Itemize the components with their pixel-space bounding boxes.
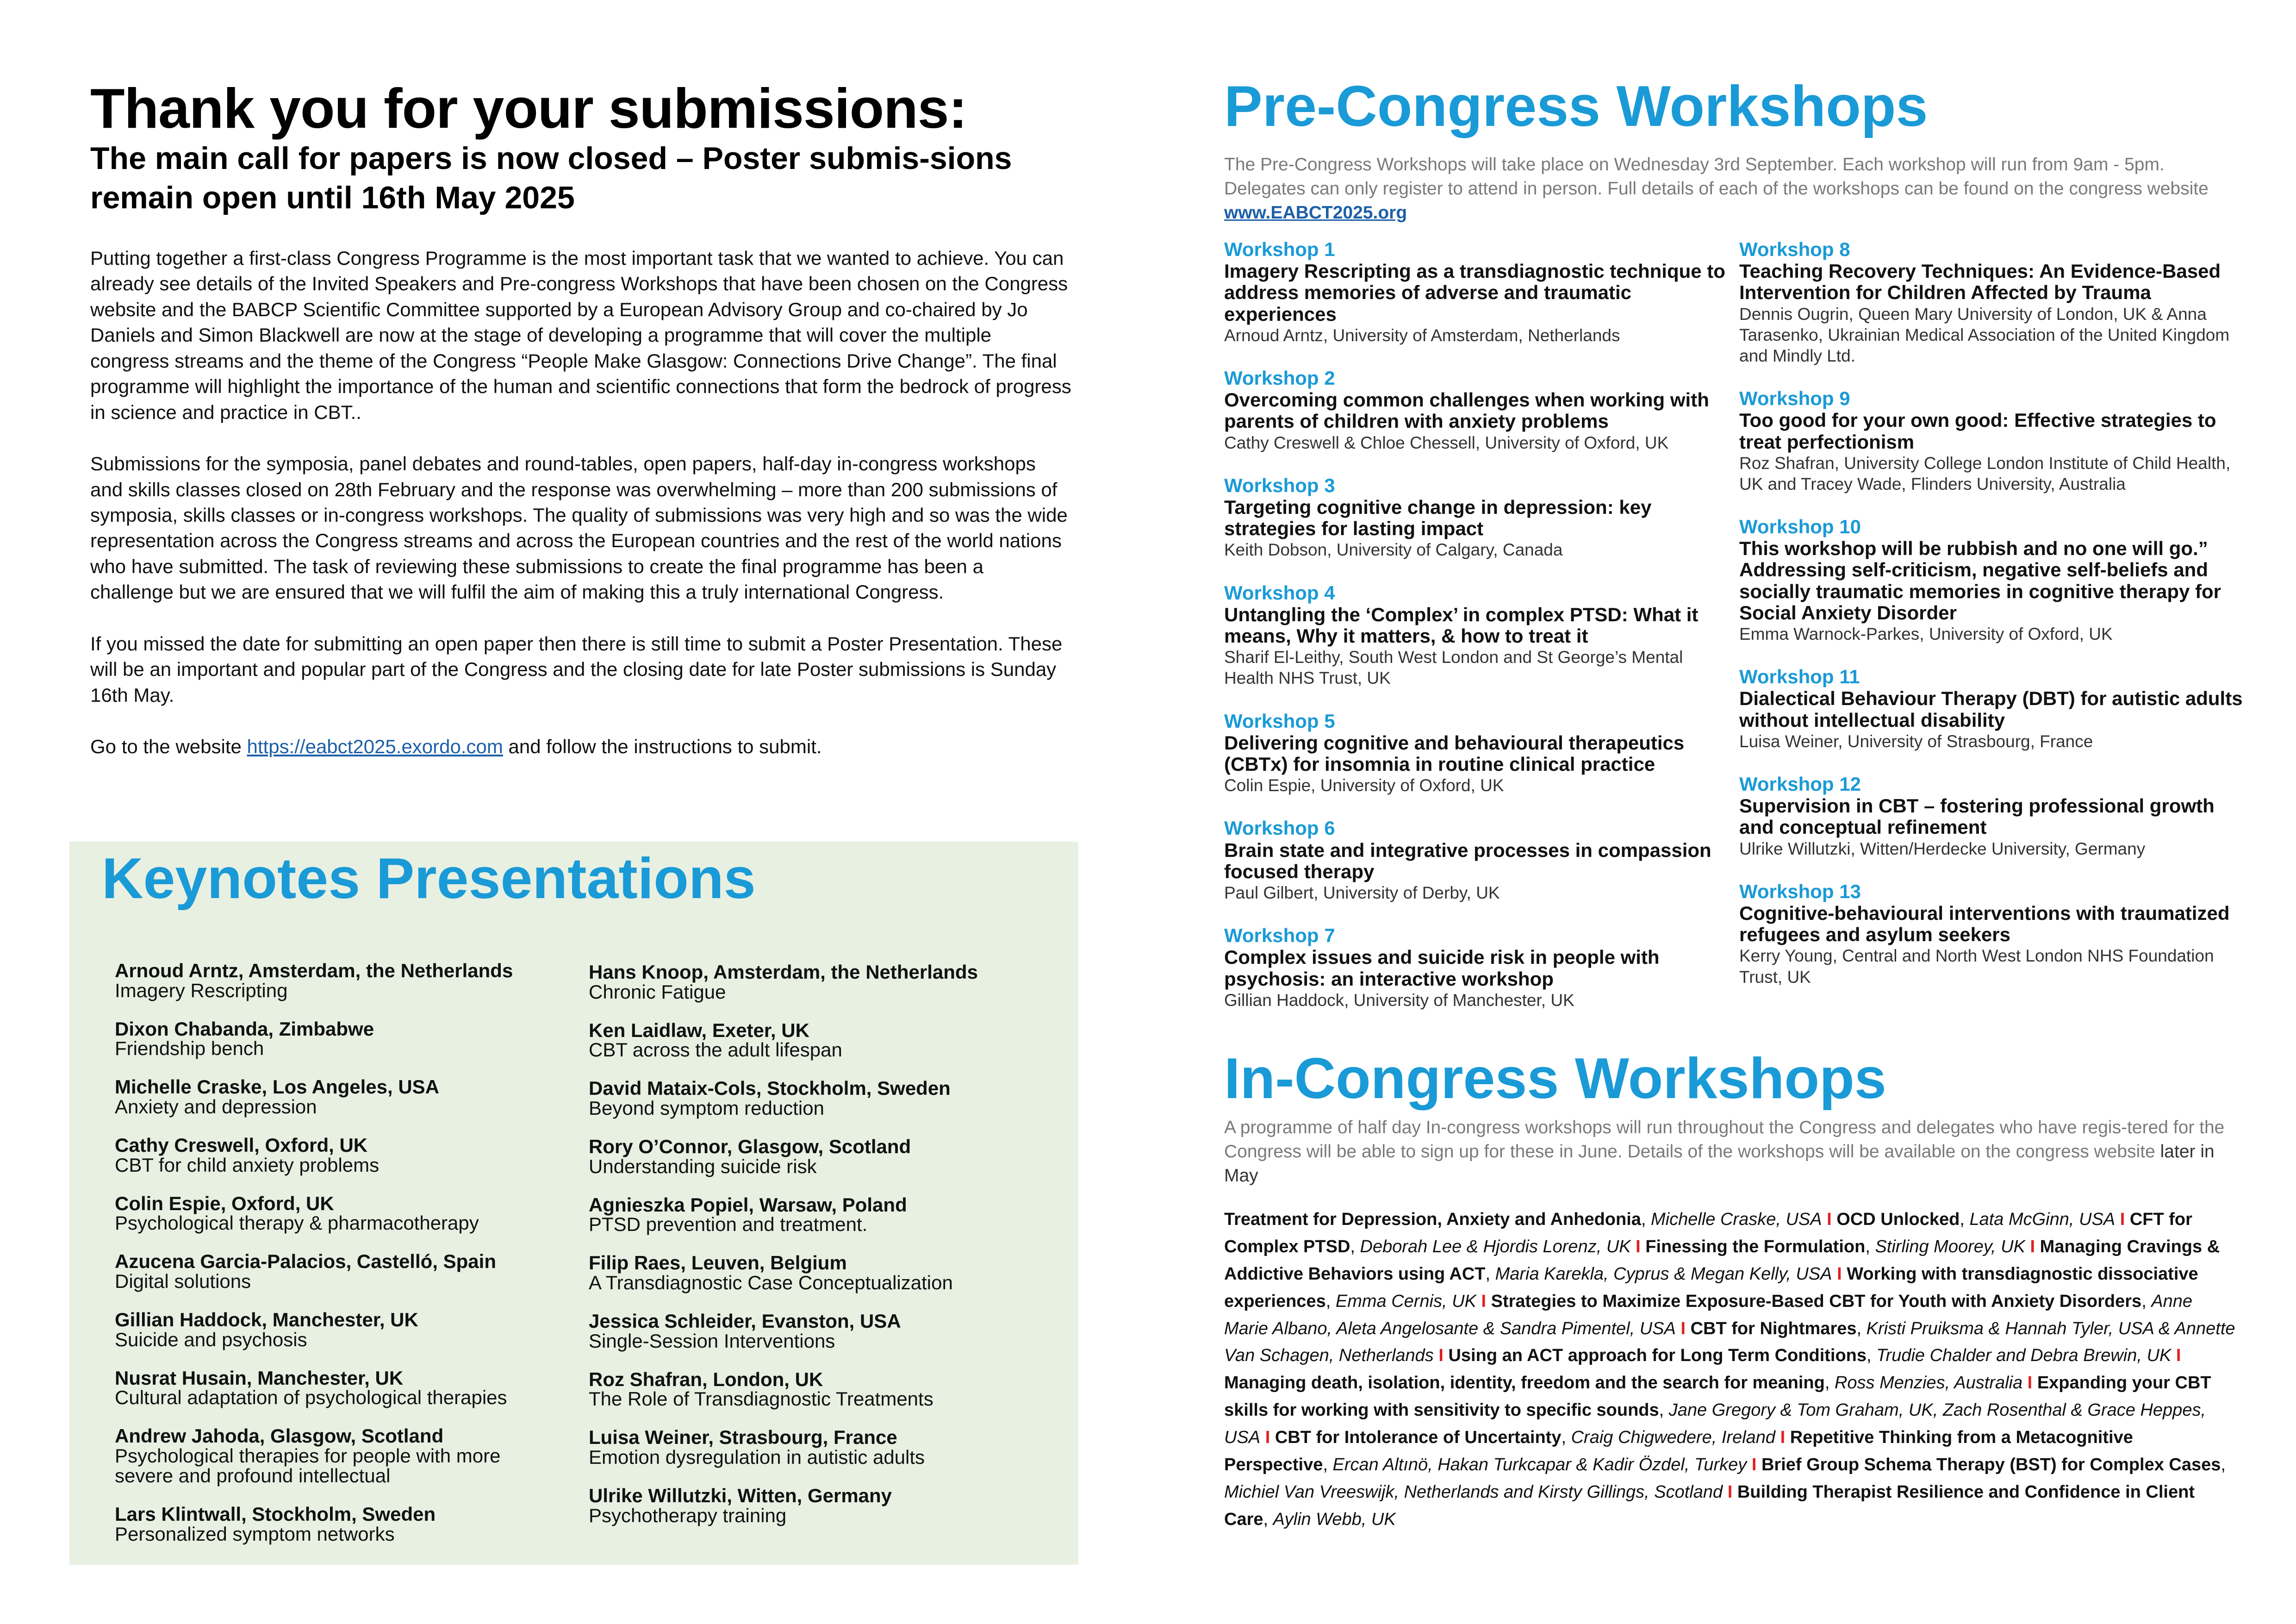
keynote-speaker: Luisa Weiner, Strasbourg, France: [589, 1426, 897, 1449]
incongress-workshop-title: Managing death, isolation, identity, freedom and the search for meaning: [1224, 1373, 1825, 1393]
incongress-workshop-presenters: Stirling Moorey, UK: [1875, 1237, 2025, 1256]
workshop-number: Workshop 1: [1224, 238, 1335, 260]
keynote-topic: A Transdiagnostic Case Conceptualization: [589, 1272, 953, 1294]
paragraph-4: [90, 734, 1071, 759]
incongress-intro-tail: later in May: [1224, 1141, 2215, 1186]
incongress-workshop-title: CFT for Complex PTSD: [1224, 1210, 2192, 1256]
paragraph-3: If you missed the date for submitting an open paper then there is still time to submit a Poster Presentation. These will be an important and popular part of the Congress and the closing date for late Poster submissions is Sunday 16th May.: [90, 632, 1063, 706]
separator-bar: I: [1822, 1210, 1837, 1229]
comma-separator: ,: [1865, 1237, 1875, 1256]
incongress-workshop-presenters: Deborah Lee & Hjordis Lorenz, UK: [1360, 1237, 1631, 1256]
comma-separator: ,: [1856, 1318, 1867, 1338]
incongress-workshop-presenters: Kristi Pruiksma & Hannah Tyler, USA & Annette Van Schagen, Netherlands: [1224, 1318, 2235, 1366]
comma-separator: ,: [2141, 1291, 2152, 1311]
workshop-item: [1739, 387, 2248, 494]
workshop-number: Workshop 9: [1739, 387, 1850, 410]
workshop-title: Overcoming common challenges when working with parents of children with anxiety problems: [1224, 389, 1709, 432]
incongress-title: In-Congress Workshops: [1224, 1047, 1886, 1111]
workshop-title: Targeting cognitive change in depression: key strategies for lasting impact: [1224, 496, 1652, 540]
keynote-topic: Imagery Rescripting: [115, 979, 288, 1001]
keynote-speaker: Rory O’Connor, Glasgow, Scotland: [589, 1135, 911, 1157]
workshop-number: Workshop 2: [1224, 367, 1335, 389]
keynote-speaker: Colin Espie, Oxford, UK: [115, 1192, 334, 1214]
incongress-workshop-presenters: Michelle Craske, USA: [1651, 1210, 1822, 1229]
incongress-workshop-title: CBT for Nightmares: [1690, 1318, 1857, 1338]
workshop-title: Teaching Recovery Techniques: An Evidence-Based Intervention for Children Affected by Trauma: [1739, 260, 2221, 304]
workshop-number: Workshop 6: [1224, 817, 1335, 839]
workshop-presenter: Keith Dobson, University of Calgary, Canada: [1224, 540, 1563, 560]
keynote-item: [589, 1195, 1033, 1235]
incongress-intro: [1224, 1116, 2233, 1188]
keynote-speaker: Nusrat Husain, Manchester, UK: [115, 1367, 404, 1389]
workshop-item: [1739, 881, 2248, 987]
keynote-item: [115, 1077, 559, 1117]
comma-separator: ,: [2221, 1455, 2226, 1475]
keynote-speaker: Roz Shafran, London, UK: [589, 1368, 823, 1390]
page-heading: Thank you for your submissions:: [90, 77, 967, 140]
keynote-item: [589, 1079, 1033, 1118]
workshop-title: Cognitive-behavioural interventions with traumatized refugees and asylum seekers: [1739, 902, 2230, 946]
workshop-item: [1739, 773, 2248, 859]
workshop-presenter: Luisa Weiner, University of Strasbourg, France: [1739, 731, 2093, 751]
incongress-workshop-presenters: Lata McGinn, USA: [1969, 1210, 2116, 1229]
workshop-title: Dialectical Behaviour Therapy (DBT) for autistic adults without intellectual disability: [1739, 687, 2243, 731]
workshop-title: Complex issues and suicide risk in people with psychosis: an interactive workshop: [1224, 946, 1660, 990]
workshop-number: Workshop 5: [1224, 710, 1335, 732]
workshop-item: [1224, 238, 1729, 346]
separator-bar: I: [2115, 1210, 2130, 1229]
workshop-title: Brain state and integrative processes in compassion focused therapy: [1224, 839, 1711, 882]
workshop-number: Workshop 13: [1739, 880, 1861, 902]
workshop-presenter: Paul Gilbert, University of Derby, UK: [1224, 883, 1500, 902]
incongress-workshop-presenters: Trudie Chalder and Debra Brewin, UK: [1876, 1346, 2172, 1366]
comma-separator: ,: [1561, 1428, 1571, 1448]
keynote-speaker: Jessica Schleider, Evanston, USA: [589, 1310, 901, 1332]
keynote-item: [115, 1368, 559, 1408]
keynote-speaker: Cathy Creswell, Oxford, UK: [115, 1134, 368, 1156]
keynote-item: [115, 1505, 559, 1544]
workshop-item: [1224, 817, 1729, 903]
separator-bar: I: [1630, 1237, 1646, 1256]
workshop-title: Supervision in CBT – fostering professional growth and conceptual refinement: [1739, 795, 2215, 838]
keynote-speaker: Gillian Haddock, Manchester, UK: [115, 1308, 418, 1330]
incongress-workshop-presenters: Jane Gregory & Tom Graham, UK, Zach Rosenthal & Grace Heppes, USA: [1224, 1400, 2206, 1448]
keynote-item: [115, 1194, 559, 1234]
incongress-workshop-title: Managing Cravings & Addictive Behaviors using ACT: [1224, 1237, 2220, 1284]
keynote-speaker: Michelle Craske, Los Angeles, USA: [115, 1076, 440, 1098]
comma-separator: ,: [1485, 1264, 1495, 1284]
incongress-workshop-title: Strategies to Maximize Exposure-Based CBT for Youth with Anxiety Disorders: [1491, 1291, 2142, 1311]
keynotes-column-1: [115, 961, 559, 1562]
workshop-presenter: Sharif El-Leithy, South West London and St George’s Mental Health NHS Trust, UK: [1224, 648, 1683, 688]
keynote-item: [115, 1252, 559, 1292]
workshop-item: [1224, 582, 1729, 689]
workshop-presenter: Gillian Haddock, University of Manchester, UK: [1224, 990, 1574, 1010]
keynote-topic: PTSD prevention and treatment.: [589, 1213, 868, 1236]
keynote-topic: Single-Session Interventions: [589, 1330, 835, 1352]
comma-separator: ,: [1867, 1346, 1877, 1366]
incongress-workshop-title: OCD Unlocked: [1836, 1210, 1960, 1229]
comma-separator: ,: [1960, 1210, 1970, 1229]
keynote-topic: The Role of Transdiagnostic Treatments: [589, 1388, 933, 1410]
separator-bar: I: [1832, 1264, 1847, 1284]
keynote-topic: Psychological therapies for people with more severe and profound intellectual: [115, 1445, 501, 1487]
keynote-speaker: Dixon Chabanda, Zimbabwe: [115, 1018, 374, 1040]
keynote-topic: Anxiety and depression: [115, 1096, 317, 1118]
precongress-column-2: [1739, 238, 2248, 1009]
comma-separator: ,: [1659, 1400, 1669, 1420]
separator-bar: I: [1260, 1428, 1275, 1448]
keynote-speaker: Azucena Garcia-Palacios, Castelló, Spain: [115, 1250, 496, 1273]
keynote-topic: Chronic Fatigue: [589, 981, 726, 1003]
keynote-topic: Psychotherapy training: [589, 1504, 787, 1526]
keynote-speaker: Filip Raes, Leuven, Belgium: [589, 1252, 847, 1274]
keynote-item: [589, 962, 1033, 1002]
keynote-item: [589, 1428, 1033, 1468]
precongress-intro-text: The Pre-Congress Workshops will take place on Wednesday 3rd September. Each workshop will run from 9am - 5pm. Delegates can only register to attend in person. Full details of each of the workshops can be found on the congress website: [1224, 155, 2209, 199]
keynote-topic: Friendship bench: [115, 1037, 264, 1060]
workshop-presenter: Emma Warnock-Parkes, University of Oxford, UK: [1739, 625, 2113, 644]
workshop-presenter: Cathy Creswell & Chloe Chessell, University of Oxford, UK: [1224, 433, 1669, 452]
keynote-item: [115, 1310, 559, 1350]
workshop-item: [1224, 924, 1729, 1011]
congress-website-link[interactable]: www.EABCT2025.org: [1224, 202, 1407, 223]
keynote-speaker: Ulrike Willutzki, Witten, Germany: [589, 1484, 892, 1506]
keynote-speaker: David Mataix-Cols, Stockholm, Sweden: [589, 1077, 951, 1099]
separator-bar: I: [1775, 1428, 1790, 1448]
keynote-speaker: Andrew Jahoda, Glasgow, Scotland: [115, 1425, 444, 1447]
incongress-workshop-presenters: Michiel Van Vreeswijk, Netherlands and Kirsty Gillings, Scotland: [1224, 1482, 1723, 1502]
keynote-item: [589, 1312, 1033, 1351]
keynotes-title: Keynotes Presentations: [102, 847, 756, 911]
workshop-title: Imagery Rescripting as a transdiagnostic technique to address memories of adverse and traumatic experiences: [1224, 260, 1725, 325]
keynote-topic: Understanding suicide risk: [589, 1155, 817, 1177]
workshop-title: Untangling the ‘Complex’ in complex PTSD: What it means, Why it matters, & how to treat it: [1224, 603, 1699, 647]
paragraph-4-tail: and follow the instructions to submit.: [503, 736, 822, 757]
incongress-workshop-title: Treatment for Depression, Anxiety and Anhedonia: [1224, 1210, 1641, 1229]
workshop-number: Workshop 7: [1224, 924, 1335, 947]
separator-bar: I: [2022, 1373, 2037, 1393]
incongress-workshop-title: CBT for Intolerance of Uncertainty: [1275, 1428, 1562, 1448]
incongress-workshop-presenters: Maria Karekla, Cyprus & Megan Kelly, USA: [1495, 1264, 1832, 1284]
comma-separator: ,: [1350, 1237, 1360, 1256]
page-subheading: The main call for papers is now closed – Poster submis-sions remain open until 16th May 2025: [90, 141, 1012, 215]
workshop-title: Delivering cognitive and behavioural therapeutics (CBTx) for insomnia in routine clinical practice: [1224, 731, 1685, 775]
workshop-number: Workshop 12: [1739, 773, 1861, 795]
keynote-topic: Psychological therapy & pharmacotherapy: [115, 1212, 479, 1234]
paragraph-4-lead: Go to the website: [90, 736, 247, 757]
workshop-item: [1739, 238, 2248, 366]
keynote-item: [115, 961, 559, 1001]
keynote-item: [589, 1370, 1033, 1410]
keynote-topic: CBT across the adult lifespan: [589, 1039, 842, 1061]
keynote-topic: Emotion dysregulation in autistic adults: [589, 1446, 925, 1468]
separator-bar: I: [1433, 1346, 1449, 1366]
incongress-workshop-title: Expanding your CBT skills for working with sensitivity to specific sounds: [1224, 1373, 2211, 1420]
separator-bar: I: [2171, 1346, 2181, 1366]
workshop-number: Workshop 10: [1739, 515, 1861, 537]
workshop-title: Too good for your own good: Effective strategies to treat perfectionism: [1739, 409, 2216, 453]
comma-separator: ,: [1323, 1455, 1333, 1475]
paragraph-1: Putting together a first-class Congress Programme is the most important task that we wanted to achieve. You can already see details of the Invited Speakers and Pre-congress Workshops that have been chosen on the Congress website and the BABCP Scientific Committee supported by a European Advisory Group and co-chaired by Jo Daniels and Simon Blackwell are now at the stage of developing a programme that will cover the multiple congress streams and the theme of the Congress “People Make Glasgow: Connections Drive Change”. The final programme will highlight the importance of the human and scientific connections that form the bedrock of progress in science and practice in CBT..: [90, 247, 1071, 423]
keynote-item: [589, 1253, 1033, 1293]
keynote-topic: Cultural adaptation of psychological therapies: [115, 1387, 507, 1409]
keynote-topic: Beyond symptom reduction: [589, 1097, 824, 1119]
workshop-number: Workshop 8: [1739, 238, 1850, 260]
incongress-workshop-list: [1224, 1206, 2238, 1533]
incongress-workshop-title: Brief Group Schema Therapy (BST) for Complex Cases: [1761, 1455, 2221, 1475]
incongress-workshop-title: Using an ACT approach for Long Term Conditions: [1448, 1346, 1867, 1366]
incongress-workshop-presenters: Ercan Altınö, Hakan Turkcapar & Kadir Özdel, Turkey: [1332, 1455, 1747, 1475]
workshop-title: This workshop will be rubbish and no one will go.” Addressing self-criticism, negative self-beliefs and socially traumatic memories in cognitive therapy for Social Anxiety Disorder: [1739, 537, 2221, 624]
keynote-speaker: Arnoud Arntz, Amsterdam, the Netherlands: [115, 960, 513, 981]
keynote-topic: CBT for child anxiety problems: [115, 1154, 380, 1176]
incongress-intro-text: A programme of half day In-congress workshops will run throughout the Congress and delegates who have regis-tered for the Congress will be able to sign up for these in June. Details of the workshops will be available on the congress website: [1224, 1118, 2225, 1162]
keynote-speaker: Lars Klintwall, Stockholm, Sweden: [115, 1503, 436, 1525]
workshop-number: Workshop 11: [1739, 666, 1860, 688]
workshop-item: [1224, 367, 1729, 453]
keynote-item: [115, 1426, 559, 1486]
workshop-number: Workshop 4: [1224, 581, 1335, 604]
separator-bar: I: [2025, 1237, 2040, 1256]
incongress-workshop-presenters: Craig Chigwedere, Ireland: [1571, 1428, 1776, 1448]
incongress-workshop-presenters: Aylin Webb, UK: [1273, 1509, 1396, 1529]
keynotes-column-2: [589, 962, 1033, 1544]
paragraph-2: Submissions for the symposia, panel debates and round-tables, open papers, half-day in-congress workshops and skills classes closed on 28th February and the response was overwhelming – more than 200 submissions of symposia, skills classes or in-congress workshops. The quality of submissions was very high and so was the wide representation across the Congress streams and across the European countries and the rest of the world nations who have submitted. The task of reviewing these submissions to create the final programme has been a challenge but we are ensured that we will fulfil the aim of making this a truly international Congress.: [90, 453, 1068, 603]
keynote-speaker: Agnieszka Popiel, Warsaw, Poland: [589, 1193, 907, 1216]
workshop-item: [1224, 710, 1729, 796]
separator-bar: I: [1747, 1455, 1761, 1475]
workshop-item: [1739, 516, 2248, 644]
comma-separator: ,: [1824, 1373, 1835, 1393]
workshop-item: [1739, 666, 2248, 752]
workshop-item: [1224, 475, 1729, 561]
keynote-topic: Digital solutions: [115, 1270, 251, 1293]
precongress-title: Pre-Congress Workshops: [1224, 75, 1928, 138]
workshop-presenter: Dennis Ougrin, Queen Mary University of London, UK & Anna Tarasenko, Ukrainian Medical Association of the United Kingdom and Mindly Ltd.: [1739, 304, 2230, 365]
keynote-speaker: Ken Laidlaw, Exeter, UK: [589, 1019, 809, 1041]
precongress-column-1: [1224, 238, 1729, 1032]
keynote-item: [589, 1021, 1033, 1061]
incongress-workshop-presenters: Ross Menzies, Australia: [1834, 1373, 2023, 1393]
incongress-workshop-title: Working with transdiagnostic dissociative experiences: [1224, 1264, 2198, 1311]
keynote-item: [589, 1137, 1033, 1177]
intro-body: [90, 245, 1071, 785]
keynote-item: [115, 1136, 559, 1175]
incongress-workshop-presenters: Emma Cernis, UK: [1335, 1291, 1476, 1311]
keynote-speaker: Hans Knoop, Amsterdam, the Netherlands: [589, 961, 978, 983]
submission-link[interactable]: https://eabct2025.exordo.com: [247, 736, 503, 757]
workshop-number: Workshop 3: [1224, 474, 1335, 496]
keynote-item: [115, 1019, 559, 1059]
precongress-intro: [1224, 153, 2228, 225]
incongress-workshop-presenters: Anne Marie Albano, Aleta Angelosante & Sandra Pimentel, USA: [1224, 1291, 2193, 1338]
incongress-workshop-title: Building Therapist Resilience and Confidence in Client Care: [1224, 1482, 2195, 1529]
workshop-presenter: Ulrike Willutzki, Witten/Herdecke University, Germany: [1739, 839, 2146, 858]
separator-bar: I: [1675, 1318, 1691, 1338]
separator-bar: I: [1723, 1482, 1737, 1502]
comma-separator: ,: [1263, 1509, 1273, 1529]
workshop-presenter: Arnoud Arntz, University of Amsterdam, Netherlands: [1224, 325, 1620, 345]
keynote-topic: Suicide and psychosis: [115, 1328, 307, 1350]
separator-bar: I: [1476, 1291, 1491, 1311]
comma-separator: ,: [1641, 1210, 1651, 1229]
keynotes-panel: [69, 842, 1078, 1565]
workshop-presenter: Roz Shafran, University College London Institute of Child Health, UK and Tracey Wade, Flinders University, Australia: [1739, 453, 2231, 493]
incongress-workshop-title: Repetitive Thinking from a Metacognitive Perspective: [1224, 1428, 2133, 1475]
keynote-topic: Personalized symptom networks: [115, 1523, 395, 1545]
incongress-workshop-title: Finessing the Formulation: [1645, 1237, 1866, 1256]
keynote-item: [589, 1486, 1033, 1526]
comma-separator: ,: [1325, 1291, 1336, 1311]
workshop-presenter: Colin Espie, University of Oxford, UK: [1224, 776, 1504, 795]
workshop-presenter: Kerry Young, Central and North West London NHS Foundation Trust, UK: [1739, 946, 2214, 987]
